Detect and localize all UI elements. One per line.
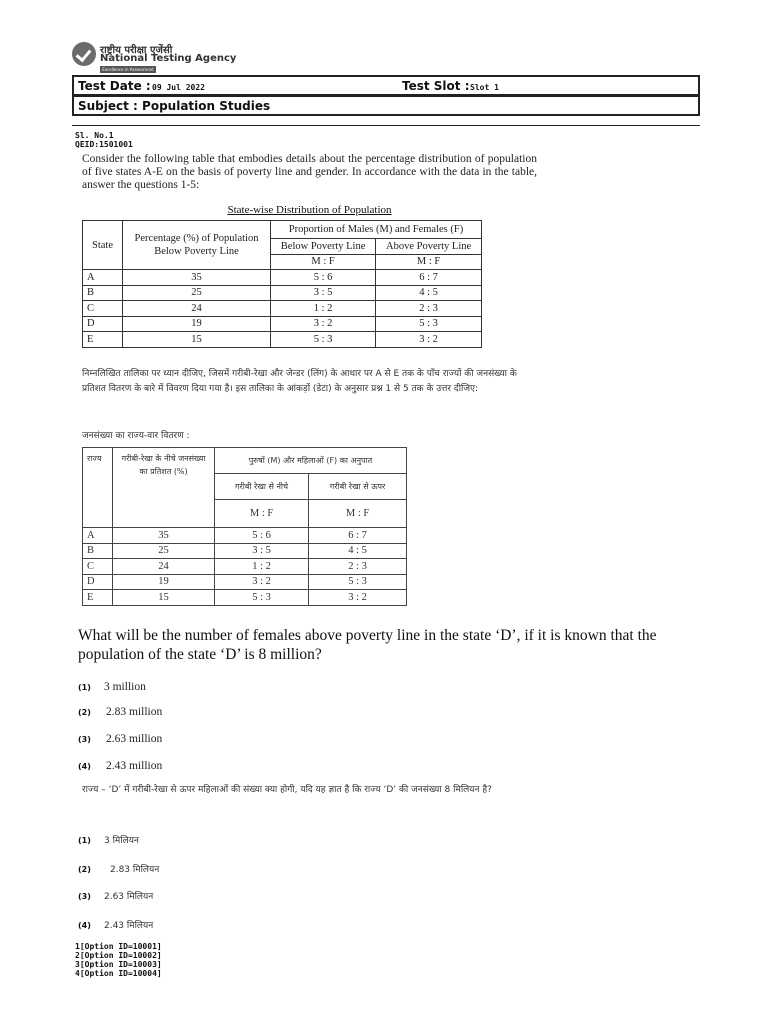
option-text: 2.43 मिलियन [103,921,154,931]
cell-below: 1 : 2 [215,559,309,575]
population-table-english [82,220,482,348]
table-row [83,332,482,348]
cell-above: 3 : 2 [309,590,407,606]
option-english-1[interactable] [78,675,146,694]
cell-below: 3 : 2 [271,316,376,332]
cell-state: B [83,285,123,301]
cell-state: E [83,590,113,606]
cell-state: A [83,528,113,544]
subject-title: Subject : Population Studies [78,99,271,113]
cell-above: 2 : 3 [376,301,482,317]
header-above-poverty: Above Poverty Line [376,239,482,255]
qeid: QEID:1501001 [75,140,133,149]
option-number: (2) [78,865,91,874]
test-info-bar [72,75,700,96]
question-english: What will be the number of females above poverty line in the state ‘D’, if it is known that the population of the state ‘D’ is 8 million? [78,627,657,663]
option-text: 2.83 million [105,706,163,718]
option-number: (4) [78,921,91,930]
cell-above: 4 : 5 [376,285,482,301]
option-number: (3) [78,892,91,901]
option-number: (1) [78,836,91,845]
cell-percentage: 19 [113,574,215,590]
header-mf-above: M : F [309,500,407,528]
table-hindi-title: जनसंख्या का राज्य-वार वितरण : [82,431,190,441]
option-text: 2.63 मिलियन [103,892,154,902]
header-mf-below: M : F [271,254,376,270]
header-percentage: Percentage (%) of Population Below Poverty Line [123,221,271,270]
intro-hindi: निम्नलिखित तालिका पर ध्यान दीजिए, जिसमें गरीबी-रेखा और जेन्डर (लिंग) के आधार पर A से E तक के पाँच राज्यों की जनसंख्या के प्रतिशत वितरण के बारे में विवरण दिया गया है। इस तालिका के आंकड़ों (डेटा) के अनुसार प्रश्न 1 से 5 तक के उत्तर दीजिए: [82,369,517,394]
option-hindi-3[interactable] [78,884,153,903]
table-row [83,316,482,332]
cell-percentage: 25 [113,543,215,559]
test-slot-label: Test Slot : [402,79,470,93]
header-below-poverty: गरीबी रेखा से नीचे [215,474,309,500]
table-english-title: State-wise Distribution of Population [227,204,392,216]
cell-below: 3 : 2 [215,574,309,590]
logo-hindi-text: राष्ट्रीय परीक्षा एजेंसी [100,45,173,56]
header-state: राज्य [83,448,113,528]
option-id: 1[Option ID=10001] [75,942,162,951]
option-hindi-2[interactable] [78,857,159,876]
cell-percentage: 19 [123,316,271,332]
option-text: 3 मिलियन [103,836,139,846]
table-row [83,590,407,606]
option-id: 4[Option ID=10004] [75,969,162,978]
cell-above: 5 : 3 [376,316,482,332]
nta-logo [72,42,272,74]
cell-percentage: 15 [113,590,215,606]
header-below-poverty: Below Poverty Line [271,239,376,255]
cell-percentage: 35 [123,270,271,286]
cell-percentage: 25 [123,285,271,301]
header-mf-above: M : F [376,254,482,270]
option-text: 2.63 million [105,733,163,745]
cell-state: E [83,332,123,348]
option-number: (4) [78,762,91,771]
table-row [83,574,407,590]
test-slot-value: Slot 1 [470,83,499,92]
population-table-hindi [82,447,407,606]
cell-above: 4 : 5 [309,543,407,559]
header-proportion: Proportion of Males (M) and Females (F) [271,221,482,239]
cell-state: D [83,316,123,332]
option-number: (3) [78,735,91,744]
question-hindi: राज्य – ‘D’ में गरीबी-रेखा से ऊपर महिलाओं की संख्या क्या होगी, यदि यह ज्ञात है कि राज्य ‘D’ की जनसंख्या 8 मिलियन है? [82,785,492,795]
test-date-label: Test Date : [78,79,151,93]
option-number: (2) [78,708,91,717]
cell-above: 2 : 3 [309,559,407,575]
option-id-list [75,942,162,978]
table-row [83,559,407,575]
serial-number: Sl. No.1 [75,131,114,140]
subject-bar [72,95,700,116]
option-text: 2.43 million [105,760,163,772]
header-state: State [83,221,123,270]
cell-below: 1 : 2 [271,301,376,317]
cell-state: D [83,574,113,590]
cell-below: 5 : 6 [215,528,309,544]
header-percentage: गरीबी-रेखा के नीचे जनसंख्या का प्रतिशत (%) [113,448,215,528]
cell-below: 5 : 3 [215,590,309,606]
table-row [83,528,407,544]
cell-state: C [83,301,123,317]
option-english-2[interactable] [78,700,162,719]
option-text: 3 million [103,681,146,693]
cell-above: 3 : 2 [376,332,482,348]
logo-english-text: National Testing Agency [100,53,237,64]
cell-percentage: 15 [123,332,271,348]
cell-percentage: 35 [113,528,215,544]
cell-below: 5 : 6 [271,270,376,286]
option-hindi-1[interactable] [78,828,139,847]
cell-below: 3 : 5 [215,543,309,559]
intro-english: Consider the following table that embodies details about the percentage distribution of population of five states A-E on the basis of poverty line and gender. In accordance with the data in the table, answer the questions 1-5: [82,153,537,191]
cell-percentage: 24 [113,559,215,575]
table-row [83,270,482,286]
cell-state: B [83,543,113,559]
cell-state: A [83,270,123,286]
cell-percentage: 24 [123,301,271,317]
option-number: (1) [78,683,91,692]
cell-state: C [83,559,113,575]
header-proportion: पुरुषों (M) और महिलाओं (F) का अनुपात [215,448,407,474]
logo-tagline: Excellence in Assessment [100,66,156,73]
table-row [83,285,482,301]
table-row [83,543,407,559]
table-row [83,301,482,317]
header-above-poverty: गरीबी रेखा से ऊपर [309,474,407,500]
cell-above: 6 : 7 [376,270,482,286]
cell-below: 5 : 3 [271,332,376,348]
test-date-value: 09 Jul 2022 [152,83,205,92]
option-hindi-4[interactable] [78,913,153,932]
cell-above: 6 : 7 [309,528,407,544]
header-mf-below: M : F [215,500,309,528]
cell-above: 5 : 3 [309,574,407,590]
cell-below: 3 : 5 [271,285,376,301]
option-id: 2[Option ID=10002] [75,951,162,960]
divider [72,125,700,126]
checkmark-logo-icon [72,42,96,66]
option-id: 3[Option ID=10003] [75,960,162,969]
option-english-4[interactable] [78,754,162,773]
option-english-3[interactable] [78,727,162,746]
option-text: 2.83 मिलियन [109,865,160,875]
